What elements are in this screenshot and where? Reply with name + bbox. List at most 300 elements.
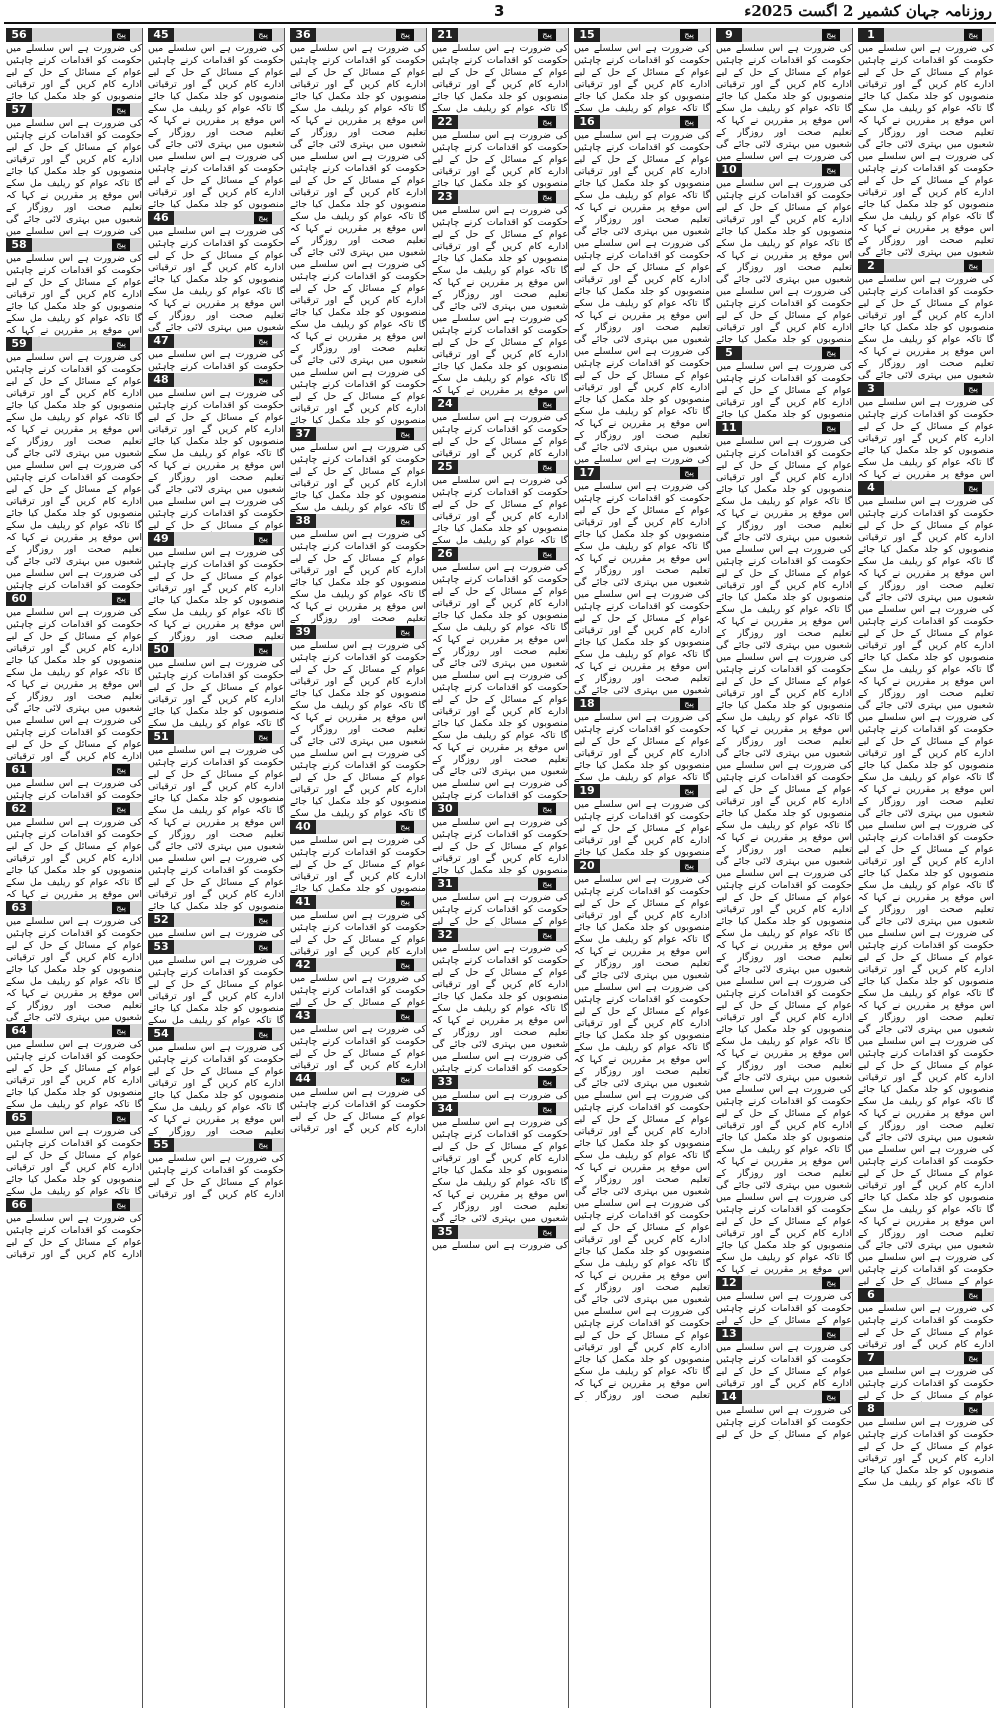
news-item-header xyxy=(432,460,568,474)
news-item xyxy=(432,397,568,460)
news-item xyxy=(148,334,284,373)
news-item-number: 52 xyxy=(148,913,174,927)
news-item-number: 59 xyxy=(6,337,32,351)
news-item-badge: پیج xyxy=(112,29,130,41)
news-item-badge: پیج xyxy=(254,212,272,224)
news-item-number: 25 xyxy=(432,460,458,474)
news-item-body: کی ضرورت ہے اس سلسلے میں xyxy=(148,928,284,939)
news-item-number: 6 xyxy=(858,1288,884,1302)
news-item-badge: پیج xyxy=(538,398,556,410)
news-item-number: 41 xyxy=(290,895,316,909)
news-item-badge: پیج xyxy=(396,428,414,440)
news-item-body: کی ضرورت ہے اس سلسلے میں حکومت کو اقدامات کرنے چاہئیں عوام کے مسائل کے حل کے لیے ادارے کام کریں گے اور ترقیاتی xyxy=(716,1342,852,1389)
news-item-header xyxy=(6,901,142,915)
news-item-header xyxy=(858,259,994,273)
news-item-header xyxy=(574,859,710,873)
news-item-number: 54 xyxy=(148,1027,174,1041)
news-item xyxy=(6,103,142,238)
news-item-header xyxy=(716,1327,852,1341)
news-item xyxy=(6,238,142,337)
news-item-number: 31 xyxy=(432,877,458,891)
news-item-number: 55 xyxy=(148,1138,174,1152)
news-item-badge: پیج xyxy=(538,1076,556,1088)
news-item-badge: پیج xyxy=(538,1226,556,1238)
news-item-badge: پیج xyxy=(112,1199,130,1211)
news-item-header xyxy=(290,958,426,972)
news-item-header xyxy=(148,1138,284,1152)
news-item-body: کی ضرورت ہے اس سلسلے میں حکومت کو اقدامات کرنے چاہئیں عوام کے مسائل کے حل کے لیے ادارے کام کریں گے اور ترقیاتی منصوبوں کو جلد مکمل کیا جائے گا تاکہ عوام کو ریلیف مل سکے xyxy=(432,475,568,546)
news-item-badge: پیج xyxy=(822,1328,840,1340)
news-item-body: کی ضرورت ہے اس سلسلے میں حکومت کو اقدامات کرنے چاہئیں عوام کے مسائل کے حل کے لیے xyxy=(716,1291,852,1326)
news-item xyxy=(6,592,142,763)
news-item-number: 44 xyxy=(290,1072,316,1086)
news-item-badge: پیج xyxy=(112,764,130,776)
news-item-header xyxy=(148,940,284,954)
news-item-number: 49 xyxy=(148,532,174,546)
news-item-badge: پیج xyxy=(254,533,272,545)
news-item xyxy=(858,1351,994,1402)
news-item-number: 34 xyxy=(432,1102,458,1116)
news-item-number: 36 xyxy=(290,28,316,42)
news-item-badge: پیج xyxy=(112,593,130,605)
news-item-body: کی ضرورت ہے اس سلسلے میں حکومت کو اقدامات کرنے چاہئیں عوام کے مسائل کے حل کے لیے ادارے کام کریں گے اور ترقیاتی منصوبوں کو جلد مکمل کیا جائے گا تاکہ عوام کو ریلیف مل سکے اس موقع پر مقررین نے کہا کہ تعلیم صحت اور روزگار کے شعبوں میں بہتری لائی جائے گی کی ضرورت ہے اس سلسلے میں حکومت کو اقدامات کرنے چاہئیں عوام کے مسائل کے حل کے لیے ادارے کام کریں گے اور ترقیاتی منصوبوں کو جلد مکمل کیا جائے گا تاکہ عوام کو ریلیف مل سکے اس موقع پر مقررین نے کہا کہ تعلیم صحت اور روزگار کے شعبوں میں بہتری لائی جائے گی کی ضرورت ہے اس سلسلے میں حکومت کو اقدامات کرنے چاہئیں عوام کے مسائل کے حل کے لیے ادارے کام کریں گے اور ترقیاتی منصوبوں کو جلد مکمل کیا جائے گا تاکہ عوام کو ریلیف مل سکے اس موقع پر مقررین نے کہا کہ تعلیم صحت اور روزگار کے شعبوں میں بہتری لائی جائے گی کی ضرورت ہے اس سلسلے میں حکومت کو اقدامات کرنے چاہئیں عوام کے مسائل کے حل کے لیے ادارے کام کریں گے اور ترقیاتی منصوبوں کو جلد مکمل کیا جائے گا تاکہ عوام کو ریلیف مل سکے اس موقع پر مقررین نے کہا کہ تعلیم صحت اور روزگار کے شعبوں میں بہتری لائی جائے گی کی ضرورت ہے اس سلسلے میں حکومت کو اقدامات کرنے چاہئیں عوام کے مسائل کے حل کے لیے ادارے کام کریں گے اور ترقیاتی منصوبوں کو جلد مکمل کیا جائے گا تاکہ عوام کو ریلیف مل سکے اس موقع پر مقررین نے کہا کہ تعلیم صحت اور روزگار کے شعبوں میں بہتری لائی جائے گی کی ضرورت ہے اس سلسلے میں حکومت کو اقدامات کرنے چاہئیں عوام کے مسائل کے حل کے لیے ادارے کام کریں گے اور ترقیاتی منصوبوں کو جلد مکمل کیا جائے گا تاکہ عوام کو ریلیف مل سکے اس موقع پر مقررین نے کہا کہ تعلیم صحت اور روزگار کے شعبوں میں بہتری لائی جائے گی کی ضرورت ہے اس سلسلے میں حکومت کو اقدامات کرنے چاہئیں عوام کے مسائل کے حل کے لیے ادارے کام کریں گے اور ترقیاتی منصوبوں کو جلد مکمل کیا جائے گا تاکہ عوام کو ریلیف مل سکے اس موقع پر مقررین نے کہا کہ تعلیم صحت اور روزگار کے شعبوں میں بہتری لائی جائے گی کی ضرورت ہے اس سلسلے میں حکومت کو اقدامات کرنے چاہئیں عوام کے مسائل کے حل کے لیے ادارے کام کریں گے اور ترقیاتی منصوبوں کو جلد مکمل کیا جائے گا تاکہ عوام کو ریلیف مل سکے اس موقع پر مقررین نے کہا کہ xyxy=(716,436,852,1275)
news-item-body: کی ضرورت ہے اس سلسلے میں حکومت کو اقدامات کرنے چاہئیں عوام کے مسائل کے حل کے لیے ادارے کام کریں گے اور ترقیاتی منصوبوں کو جلد مکمل کیا جائے گا تاکہ عوام کو ریلیف مل سکے اس موقع پر مقررین نے کہا کہ تعلیم صحت اور روزگار کے شعبوں میں بہتری لائی جائے گی کی ضرورت ہے اس سلسلے میں حکومت کو اقدامات کرنے چاہئیں عوام کے مسائل کے حل کے لیے ادارے کام کریں گے اور ترقیاتی xyxy=(6,607,142,762)
news-item xyxy=(148,1138,284,1201)
news-item-badge: پیج xyxy=(112,104,130,116)
news-item-header xyxy=(432,1075,568,1089)
news-item-number: 19 xyxy=(574,784,600,798)
news-item-number: 50 xyxy=(148,643,174,657)
news-item xyxy=(290,514,426,625)
news-item-header xyxy=(574,697,710,711)
news-item-number: 56 xyxy=(6,28,32,42)
news-item-badge: پیج xyxy=(254,644,272,656)
page-number: 3 xyxy=(494,2,505,20)
news-item-header xyxy=(432,802,568,816)
news-item-badge: پیج xyxy=(538,191,556,203)
news-item-number: 43 xyxy=(290,1009,316,1023)
news-item-number: 38 xyxy=(290,514,316,528)
news-item-body: کی ضرورت ہے اس سلسلے میں حکومت کو اقدامات کرنے چاہئیں عوام کے مسائل کے حل کے لیے ادارے کام کریں گے اور ترقیاتی منصوبوں کو جلد مکمل کیا جائے گا تاکہ عوام کو ریلیف مل سکے اس موقع پر مقررین نے کہا کہ تعلیم صحت اور روزگار کے شعبوں میں بہتری لائی جائے گی کی ضرورت ہے اس سلسلے میں حکومت کو اقدامات کرنے چاہئیں عوام کے مسائل کے حل کے لیے ادارے کام کریں گے اور ترقیاتی منصوبوں کو جلد مکمل کیا جائے گا تاکہ عوام کو ریلیف مل سکے اس موقع پر مقررین نے کہا کہ تعلیم صحت اور روزگار کے شعبوں میں بہتری لائی جائے گی xyxy=(574,481,710,696)
news-item xyxy=(148,532,284,643)
news-item-body: کی ضرورت ہے اس سلسلے میں حکومت کو اقدامات کرنے چاہئیں عوام کے مسائل کے حل کے لیے xyxy=(858,1366,994,1401)
news-item-number: 7 xyxy=(858,1351,884,1365)
news-item-header xyxy=(6,802,142,816)
news-item-badge: پیج xyxy=(538,803,556,815)
news-item-header xyxy=(432,190,568,204)
column-divider xyxy=(284,28,285,1708)
news-item-header xyxy=(432,1102,568,1116)
news-item-badge: پیج xyxy=(538,29,556,41)
news-item-body: کی ضرورت ہے اس سلسلے میں حکومت کو اقدامات کرنے چاہئیں عوام کے مسائل کے حل کے لیے ادارے کام کریں گے اور ترقیاتی منصوبوں کو جلد مکمل کیا جائے گا تاکہ عوام کو ریلیف مل سکے اس موقع پر مقررین نے کہا کہ تعلیم صحت اور روزگار کے شعبوں میں بہتری لائی جائے گی کی ضرورت ہے اس سلسلے میں حکومت کو اقدامات کرنے چاہئیں عوام کے مسائل کے حل کے لیے ادارے کام کریں گے اور ترقیاتی منصوبوں کو جلد مکمل کیا جائے گا تاکہ عوام کو ریلیف مل سکے اس موقع پر مقررین نے کہا کہ xyxy=(432,205,568,396)
news-item-number: 2 xyxy=(858,259,884,273)
news-item-body: کی ضرورت ہے اس سلسلے میں حکومت کو اقدامات کرنے چاہئیں عوام کے مسائل کے حل کے لیے ادارے کام کریں گے اور ترقیاتی xyxy=(290,910,426,957)
news-item-number: 60 xyxy=(6,592,32,606)
news-item-badge: پیج xyxy=(680,116,698,128)
news-item-number: 57 xyxy=(6,103,32,117)
news-item-body: کی ضرورت ہے اس سلسلے میں حکومت کو اقدامات کرنے چاہئیں عوام کے مسائل کے حل کے لیے ادارے کام کریں گے اور ترقیاتی xyxy=(432,412,568,459)
news-item-number: 5 xyxy=(716,346,742,360)
news-item-header xyxy=(148,373,284,387)
news-item-header xyxy=(716,1390,852,1404)
news-item xyxy=(858,1402,994,1489)
news-item-number: 47 xyxy=(148,334,174,348)
news-item xyxy=(432,460,568,547)
news-item-header xyxy=(858,1402,994,1416)
news-item-body: کی ضرورت ہے اس سلسلے میں حکومت کو اقدامات کرنے چاہئیں عوام کے مسائل کے حل کے لیے ادارے کام کریں گے اور ترقیاتی منصوبوں کو جلد مکمل کیا جائے گا تاکہ عوام کو ریلیف مل سکے اس موقع پر مقررین نے کہا کہ تعلیم صحت اور روزگار کے شعبوں میں بہتری لائی جائے گی کی ضرورت ہے اس سلسلے میں حکومت کو اقدامات کرنے چاہئیں عوام کے مسائل کے حل کے لیے ادارے کام کریں گے اور ترقیاتی منصوبوں کو جلد مکمل کیا جائے xyxy=(148,43,284,210)
news-item-badge: پیج xyxy=(396,959,414,971)
news-item-header xyxy=(574,28,710,42)
news-item-badge: پیج xyxy=(822,347,840,359)
news-item-header xyxy=(148,532,284,546)
news-item xyxy=(6,1198,142,1261)
news-column xyxy=(290,28,426,1708)
news-item-body: کی ضرورت ہے اس سلسلے میں حکومت کو اقدامات کرنے چاہئیں عوام کے مسائل کے حل کے لیے ادارے کام کریں گے اور ترقیاتی xyxy=(148,1153,284,1200)
news-item-number: 40 xyxy=(290,820,316,834)
news-item xyxy=(432,802,568,877)
news-item-header xyxy=(148,730,284,744)
news-item-badge: پیج xyxy=(964,1403,982,1415)
news-item-body: کی ضرورت ہے اس سلسلے میں حکومت کو اقدامات کرنے چاہئیں عوام کے مسائل کے حل کے لیے ادارے کام کریں گے اور ترقیاتی منصوبوں کو جلد مکمل کیا جائے گا تاکہ عوام کو ریلیف مل سکے اس موقع پر مقررین نے کہا کہ تعلیم صحت اور روزگار کے شعبوں میں بہتری لائی جائے گی کی ضرورت ہے اس سلسلے میں حکومت کو اقدامات کرنے چاہئیں xyxy=(432,943,568,1074)
news-item-number: 46 xyxy=(148,211,174,225)
news-item xyxy=(148,730,284,913)
news-item xyxy=(574,28,710,115)
news-item xyxy=(6,802,142,901)
news-item-number: 63 xyxy=(6,901,32,915)
news-item-header xyxy=(432,877,568,891)
news-item-body: کی ضرورت ہے اس سلسلے میں حکومت کو اقدامات کرنے چاہئیں عوام کے مسائل کے حل کے لیے ادارے کام کریں گے اور ترقیاتی منصوبوں کو جلد مکمل کیا جائے گا تاکہ عوام کو ریلیف مل سکے اس موقع پر مقررین نے کہا کہ تعلیم صحت اور روزگار کے شعبوں میں بہتری لائی جائے گی کی ضرورت ہے اس سلسلے میں حکومت کو اقدامات کرنے چاہئیں عوام کے مسائل کے حل کے لیے xyxy=(148,388,284,531)
news-item-badge: پیج xyxy=(396,896,414,908)
news-item-body: کی ضرورت ہے اس سلسلے میں حکومت کو اقدامات کرنے چاہئیں عوام کے مسائل کے حل کے لیے ادارے کام کریں گے اور ترقیاتی منصوبوں کو جلد مکمل کیا جائے گا تاکہ عوام کو ریلیف مل سکے اس موقع پر مقررین نے کہا کہ تعلیم صحت اور روزگار کے شعبوں میں بہتری لائی جائے گی کی ضرورت ہے اس سلسلے میں xyxy=(716,43,852,162)
news-item-badge: پیج xyxy=(254,29,272,41)
column-divider xyxy=(568,28,569,1708)
news-item-body: کی ضرورت ہے اس سلسلے میں حکومت کو اقدامات کرنے چاہئیں عوام کے مسائل کے حل کے لیے ادارے کام کریں گے اور ترقیاتی منصوبوں کو جلد مکمل کیا جائے گا تاکہ عوام کو ریلیف مل سکے اس موقع پر مقررین نے کہا کہ تعلیم صحت اور روزگار کے شعبوں میں بہتری لائی جائے گی xyxy=(858,274,994,381)
news-item xyxy=(716,28,852,163)
news-item-body: کی ضرورت ہے اس سلسلے میں حکومت کو اقدامات کرنے چاہئیں عوام کے مسائل کے حل کے لیے ادارے کام کریں گے اور ترقیاتی منصوبوں کو جلد مکمل کیا جائے گا تاکہ عوام کو ریلیف مل سکے xyxy=(148,658,284,729)
news-item-number: 23 xyxy=(432,190,458,204)
news-item-header xyxy=(6,1111,142,1125)
news-item-number: 14 xyxy=(716,1390,742,1404)
news-item-body: کی ضرورت ہے اس سلسلے میں حکومت کو اقدامات کرنے چاہئیں عوام کے مسائل کے حل کے لیے ادارے کام کریں گے اور ترقیاتی منصوبوں کو جلد مکمل کیا جائے xyxy=(432,130,568,189)
news-item xyxy=(574,697,710,784)
news-item-header xyxy=(574,115,710,129)
news-item-badge: پیج xyxy=(680,698,698,710)
news-item-body: کی ضرورت ہے اس سلسلے میں حکومت کو اقدامات کرنے چاہئیں عوام کے مسائل کے حل کے لیے ادارے کام کریں گے اور ترقیاتی منصوبوں کو جلد مکمل کیا جائے گا تاکہ عوام کو ریلیف مل سکے اس موقع پر مقررین نے کہا کہ xyxy=(6,817,142,900)
news-column xyxy=(148,28,284,1708)
news-item-body: کی ضرورت ہے اس سلسلے میں حکومت کو اقدامات کرنے چاہئیں عوام کے مسائل کے حل کے لیے ادارے کام کریں گے اور ترقیاتی منصوبوں کو جلد مکمل کیا جائے گا تاکہ عوام کو ریلیف مل سکے اس موقع پر مقررین نے کہا کہ تعلیم صحت اور روزگار کے شعبوں میں بہتری لائی جائے گی کی ضرورت ہے اس سلسلے میں حکومت کو اقدامات کرنے چاہئیں عوام کے مسائل کے حل کے لیے ادارے کام کریں گے اور ترقیاتی منصوبوں کو جلد مکمل کیا جائے گا تاکہ عوام کو ریلیف مل سکے اس موقع پر مقررین نے کہا کہ تعلیم صحت اور روزگار کے شعبوں میں بہتری لائی جائے گی کی ضرورت ہے اس سلسلے میں حکومت کو اقدامات کرنے چاہئیں عوام کے مسائل کے حل کے لیے ادارے کام کریں گے اور ترقیاتی منصوبوں کو جلد مکمل کیا جائے گا تاکہ عوام کو ریلیف مل سکے اس موقع پر مقررین نے کہا کہ تعلیم صحت اور روزگار کے شعبوں میں بہتری لائی جائے گی کی ضرورت ہے اس سلسلے میں حکومت کو اقدامات کرنے چاہئیں عوام کے مسائل کے حل کے لیے ادارے کام کریں گے اور ترقیاتی منصوبوں کو جلد مکمل کیا جائے گا تاکہ عوام کو ریلیف مل سکے اس موقع پر مقررین نے کہا کہ تعلیم صحت اور روزگار کے شعبوں میں بہتری لائی جائے گی کی ضرورت ہے اس سلسلے میں حکومت کو اقدامات کرنے چاہئیں عوام کے مسائل کے حل کے لیے ادارے کام کریں گے اور ترقیاتی منصوبوں کو جلد مکمل کیا جائے گا تاکہ عوام کو ریلیف مل سکے اس موقع پر مقررین نے کہا کہ تعلیم صحت اور روزگار کے xyxy=(574,874,710,1401)
news-item xyxy=(432,1225,568,1252)
news-item xyxy=(432,1102,568,1225)
news-item-body: کی ضرورت ہے اس سلسلے میں حکومت کو اقدامات کرنے چاہئیں عوام کے مسائل کے حل کے لیے ادارے کام کریں گے اور ترقیاتی منصوبوں کو جلد مکمل کیا جائے گا تاکہ عوام کو ریلیف مل سکے xyxy=(148,955,284,1026)
news-item-body: کی ضرورت ہے اس سلسلے میں حکومت کو اقدامات کرنے چاہئیں عوام کے مسائل کے حل کے لیے ادارے کام کریں گے اور ترقیاتی منصوبوں کو جلد مکمل کیا جائے گا تاکہ عوام کو ریلیف مل سکے xyxy=(858,1417,994,1488)
news-item-header xyxy=(290,28,426,42)
news-item-number: 51 xyxy=(148,730,174,744)
news-item-number: 4 xyxy=(858,481,884,495)
news-item-badge: پیج xyxy=(538,548,556,560)
news-item-body: کی ضرورت ہے اس سلسلے میں حکومت کو اقدامات کرنے چاہئیں xyxy=(6,778,142,801)
news-item xyxy=(148,940,284,1027)
news-item-number: 33 xyxy=(432,1075,458,1089)
news-item-body: کی ضرورت ہے اس سلسلے میں حکومت کو اقدامات کرنے چاہئیں عوام کے مسائل کے حل کے لیے ادارے کام کریں گے اور ترقیاتی منصوبوں کو جلد مکمل کیا جائے گا تاکہ عوام کو ریلیف مل سکے اس موقع پر مقررین نے کہا کہ xyxy=(858,397,994,480)
news-item xyxy=(574,784,710,859)
news-item-body: کی ضرورت ہے اس سلسلے میں حکومت کو اقدامات کرنے چاہئیں عوام کے مسائل کے حل کے لیے ادارے کام کریں گے اور ترقیاتی xyxy=(6,1213,142,1260)
news-item-body: کی ضرورت ہے اس سلسلے میں حکومت کو اقدامات کرنے چاہئیں عوام کے مسائل کے حل کے لیے ادارے کام کریں گے اور ترقیاتی منصوبوں کو جلد مکمل کیا جائے xyxy=(6,43,142,102)
header-rule xyxy=(4,22,996,24)
news-item-body: کی ضرورت ہے اس سلسلے میں حکومت کو اقدامات کرنے چاہئیں عوام کے مسائل کے حل کے لیے ادارے کام کریں گے اور ترقیاتی منصوبوں کو جلد مکمل کیا جائے گا تاکہ عوام کو ریلیف مل سکے اس موقع پر مقررین نے کہا کہ تعلیم صحت اور روزگار کے شعبوں میں بہتری لائی جائے گی کی ضرورت ہے اس سلسلے میں حکومت کو اقدامات کرنے چاہئیں عوام کے مسائل کے حل کے لیے ادارے کام کریں گے اور ترقیاتی منصوبوں کو جلد مکمل کیا جائے xyxy=(148,745,284,912)
news-item-body: کی ضرورت ہے اس سلسلے میں حکومت کو اقدامات کرنے چاہئیں عوام کے مسائل کے حل کے لیے ادارے کام کریں گے اور ترقیاتی منصوبوں کو جلد مکمل کیا جائے گا تاکہ عوام کو ریلیف مل سکے اس موقع پر مقررین نے کہا کہ تعلیم صحت اور روزگار کے xyxy=(148,547,284,642)
news-item xyxy=(432,877,568,928)
news-item-body: کی ضرورت ہے اس سلسلے میں حکومت کو اقدامات کرنے چاہئیں عوام کے مسائل کے حل کے لیے ادارے کام کریں گے اور ترقیاتی xyxy=(858,1303,994,1350)
news-item xyxy=(290,895,426,958)
news-column xyxy=(432,28,568,1708)
column-divider xyxy=(852,28,853,1708)
news-item-number: 58 xyxy=(6,238,32,252)
news-item-header xyxy=(148,913,284,927)
news-item-badge: پیج xyxy=(112,239,130,251)
news-item-header xyxy=(6,28,142,42)
news-item-body: کی ضرورت ہے اس سلسلے میں حکومت کو اقدامات کرنے چاہئیں عوام کے مسائل کے حل کے لیے ادارے کام کریں گے اور ترقیاتی منصوبوں کو جلد مکمل کیا جائے گا تاکہ عوام کو ریلیف مل سکے اس موقع پر مقررین نے کہا کہ تعلیم صحت اور روزگار کے شعبوں میں بہتری لائی جائے گی کی ضرورت ہے اس سلسلے میں حکومت کو اقدامات کرنے چاہئیں عوام کے مسائل کے حل کے لیے ادارے کام کریں گے اور ترقیاتی منصوبوں کو جلد مکمل کیا جائے گا تاکہ عوام کو ریلیف مل سکے اس موقع پر مقررین نے کہا کہ تعلیم صحت اور روزگار کے شعبوں میں بہتری لائی جائے گی کی ضرورت ہے اس سلسلے میں حکومت کو اقدامات کرنے چاہئیں xyxy=(432,562,568,801)
news-item xyxy=(6,28,142,103)
news-item-badge: پیج xyxy=(680,785,698,797)
news-item xyxy=(574,466,710,697)
news-item-body: کی ضرورت ہے اس سلسلے میں حکومت کو اقدامات کرنے چاہئیں عوام کے مسائل کے حل کے لیے ادارے کام کریں گے اور ترقیاتی منصوبوں کو جلد مکمل کیا جائے گا تاکہ عوام کو ریلیف مل سکے اس موقع پر مقررین نے کہا کہ تعلیم صحت اور روزگار کے شعبوں میں بہتری لائی جائے گی کی ضرورت ہے اس سلسلے میں حکومت کو اقدامات کرنے چاہئیں عوام کے مسائل کے حل کے لیے ادارے کام کریں گے اور ترقیاتی منصوبوں کو جلد مکمل کیا جائے گا تاکہ عوام کو ریلیف مل سکے اس موقع پر مقررین نے کہا کہ تعلیم صحت اور روزگار کے شعبوں میں بہتری لائی جائے گی کی ضرورت ہے اس سلسلے میں حکومت کو اقدامات کرنے چاہئیں عوام کے مسائل کے حل کے لیے ادارے کام کریں گے اور ترقیاتی منصوبوں کو جلد مکمل کیا جائے گا تاکہ عوام کو ریلیف مل سکے اس موقع پر مقررین نے کہا کہ تعلیم صحت اور روزگار کے شعبوں میں بہتری لائی جائے گی کی ضرورت ہے اس سلسلے میں حکومت کو اقدامات کرنے چاہئیں عوام کے مسائل کے حل کے لیے ادارے کام کریں گے اور ترقیاتی منصوبوں کو جلد مکمل کیا جائے xyxy=(290,43,426,426)
news-item-badge: پیج xyxy=(112,1112,130,1124)
news-item xyxy=(6,763,142,802)
news-item-header xyxy=(290,820,426,834)
news-item-badge: پیج xyxy=(112,1025,130,1037)
news-item xyxy=(432,547,568,802)
news-item-header xyxy=(6,238,142,252)
news-item-body: کی ضرورت ہے اس سلسلے میں حکومت کو اقدامات کرنے چاہئیں عوام کے مسائل کے حل کے لیے ادارے کام کریں گے اور ترقیاتی xyxy=(290,1024,426,1071)
news-item-badge: پیج xyxy=(964,29,982,41)
news-item xyxy=(858,28,994,259)
news-item-body: کی ضرورت ہے اس سلسلے میں حکومت کو اقدامات کرنے چاہئیں عوام کے مسائل کے حل کے لیے ادارے کام کریں گے اور ترقیاتی منصوبوں کو جلد مکمل کیا جائے گا تاکہ عوام کو ریلیف مل سکے اس موقع پر مقررین نے کہا کہ تعلیم صحت اور روزگار کے شعبوں میں بہتری لائی جائے گی کی ضرورت ہے اس سلسلے میں حکومت کو اقدامات کرنے چاہئیں عوام کے مسائل کے حل کے لیے ادارے کام کریں گے اور ترقیاتی منصوبوں کو جلد مکمل کیا جائے گا تاکہ عوام کو ریلیف مل سکے اس موقع پر مقررین نے کہا کہ تعلیم صحت اور روزگار کے شعبوں میں بہتری لائی جائے گی کی ضرورت ہے اس سلسلے میں حکومت کو اقدامات کرنے چاہئیں عوام کے مسائل کے حل کے لیے ادارے کام کریں گے اور ترقیاتی منصوبوں کو جلد مکمل کیا جائے گا تاکہ عوام کو ریلیف مل سکے اس موقع پر مقررین نے کہا کہ تعلیم صحت اور روزگار کے شعبوں میں بہتری لائی جائے گی کی ضرورت ہے اس سلسلے میں حکومت کو اقدامات کرنے چاہئیں عوام کے مسائل کے حل کے لیے ادارے کام کریں گے اور ترقیاتی منصوبوں کو جلد مکمل کیا جائے گا تاکہ عوام کو ریلیف مل سکے اس موقع پر مقررین نے کہا کہ تعلیم صحت اور روزگار کے شعبوں میں بہتری لائی جائے گی کی ضرورت ہے اس سلسلے میں حکومت کو اقدامات کرنے چاہئیں عوام کے مسائل کے حل کے لیے ادارے کام کریں گے اور ترقیاتی منصوبوں کو جلد مکمل کیا جائے گا تاکہ عوام کو ریلیف مل سکے اس موقع پر مقررین نے کہا کہ تعلیم صحت اور روزگار کے شعبوں میں بہتری لائی جائے گی کی ضرورت ہے اس سلسلے میں حکومت کو اقدامات کرنے چاہئیں عوام کے مسائل کے حل کے لیے ادارے کام کریں گے اور ترقیاتی منصوبوں کو جلد مکمل کیا جائے گا تاکہ عوام کو ریلیف مل سکے اس موقع پر مقررین نے کہا کہ تعلیم صحت اور روزگار کے شعبوں میں بہتری لائی جائے گی کی ضرورت ہے اس سلسلے میں حکومت کو اقدامات کرنے چاہئیں عوام کے مسائل کے حل کے لیے ادارے کام کریں گے اور ترقیاتی منصوبوں کو جلد مکمل کیا جائے گا تاکہ عوام کو ریلیف مل سکے اس موقع پر مقررین نے کہا کہ تعلیم صحت اور روزگار کے شعبوں میں بہتری لائی جائے گی کی ضرورت ہے اس سلسلے میں حکومت کو اقدامات کرنے چاہئیں عوام کے مسائل کے حل کے لیے xyxy=(858,496,994,1287)
news-item-badge: پیج xyxy=(112,338,130,350)
news-item-badge: پیج xyxy=(254,731,272,743)
news-item xyxy=(290,958,426,1009)
news-item-body: کی ضرورت ہے اس سلسلے میں حکومت کو اقدامات کرنے چاہئیں عوام کے مسائل کے حل کے لیے xyxy=(716,1405,852,1440)
news-item-badge: پیج xyxy=(254,335,272,347)
news-item-body: کی ضرورت ہے اس سلسلے میں حکومت کو اقدامات کرنے چاہئیں عوام کے مسائل کے حل کے لیے ادارے کام کریں گے اور ترقیاتی منصوبوں کو جلد مکمل کیا جائے xyxy=(716,361,852,420)
page-header xyxy=(0,0,1000,22)
news-item-header xyxy=(858,28,994,42)
news-item-body: کی ضرورت ہے اس سلسلے میں حکومت کو اقدامات کرنے چاہئیں عوام کے مسائل کے حل کے لیے ادارے کام کریں گے اور ترقیاتی منصوبوں کو جلد مکمل کیا جائے گا تاکہ عوام کو ریلیف مل سکے xyxy=(6,1039,142,1110)
news-item-header xyxy=(290,514,426,528)
news-item-body: کی ضرورت ہے اس سلسلے میں حکومت کو اقدامات کرنے چاہئیں عوام کے مسائل کے حل کے لیے ادارے کام کریں گے اور ترقیاتی منصوبوں کو جلد مکمل کیا جائے گا تاکہ عوام کو ریلیف مل سکے xyxy=(6,1126,142,1197)
news-item-badge: پیج xyxy=(254,1028,272,1040)
news-item-badge: پیج xyxy=(964,482,982,494)
news-item-header xyxy=(716,346,852,360)
news-item xyxy=(716,1327,852,1390)
masthead: روزنامہ جہان کشمیر 2 اگست 2025ء xyxy=(744,2,992,20)
news-item xyxy=(6,1024,142,1111)
news-item xyxy=(716,163,852,346)
news-item-number: 62 xyxy=(6,802,32,816)
news-item-badge: پیج xyxy=(396,515,414,527)
news-item xyxy=(148,643,284,730)
news-item-badge: پیج xyxy=(680,467,698,479)
news-item xyxy=(858,382,994,481)
news-item-badge: پیج xyxy=(822,29,840,41)
news-item-badge: پیج xyxy=(396,821,414,833)
news-item-body: کی ضرورت ہے اس سلسلے میں حکومت کو اقدامات کرنے چاہئیں عوام کے مسائل کے حل کے لیے ادارے کام کریں گے اور ترقیاتی منصوبوں کو جلد مکمل کیا جائے گا تاکہ عوام کو ریلیف مل سکے اس موقع پر مقررین نے کہا کہ تعلیم صحت اور روزگار کے شعبوں میں بہتری لائی جائے گی کی ضرورت ہے اس سلسلے میں حکومت کو اقدامات کرنے چاہئیں عوام کے مسائل کے حل کے لیے ادارے کام کریں گے اور ترقیاتی منصوبوں کو جلد مکمل کیا جائے گا تاکہ عوام کو ریلیف مل سکے xyxy=(290,640,426,819)
news-item-body: کی ضرورت ہے اس سلسلے میں حکومت کو اقدامات کرنے چاہئیں عوام کے مسائل کے حل کے لیے ادارے کام کریں گے اور ترقیاتی منصوبوں کو جلد مکمل کیا جائے گا تاکہ عوام کو ریلیف مل سکے xyxy=(574,712,710,783)
news-item-number: 30 xyxy=(432,802,458,816)
news-item-badge: پیج xyxy=(822,1277,840,1289)
news-item xyxy=(6,901,142,1024)
news-item xyxy=(858,1288,994,1351)
news-item-header xyxy=(290,1072,426,1086)
news-item xyxy=(148,1027,284,1138)
news-item xyxy=(574,859,710,1402)
news-column xyxy=(858,28,994,1708)
news-item xyxy=(574,115,710,466)
news-item-header xyxy=(858,481,994,495)
news-item-header xyxy=(148,1027,284,1041)
news-item xyxy=(290,1072,426,1135)
news-item-number: 21 xyxy=(432,28,458,42)
news-item-header xyxy=(432,397,568,411)
news-item-badge: پیج xyxy=(538,878,556,890)
news-item-header xyxy=(290,625,426,639)
news-item-body: کی ضرورت ہے اس سلسلے میں حکومت کو اقدامات کرنے چاہئیں عوام کے مسائل کے حل کے لیے ادارے کام کریں گے اور ترقیاتی منصوبوں کو جلد مکمل کیا جائے گا تاکہ عوام کو ریلیف مل سکے اس موقع پر مقررین نے کہا کہ تعلیم صحت اور روزگار کے شعبوں میں بہتری لائی جائے گی کی ضرورت ہے اس سلسلے میں حکومت کو اقدامات کرنے چاہئیں عوام کے مسائل کے حل کے لیے ادارے کام کریں گے اور ترقیاتی منصوبوں کو جلد مکمل کیا جائے گا تاکہ عوام کو ریلیف مل سکے اس موقع پر مقررین نے کہا کہ تعلیم صحت اور روزگار کے شعبوں میں بہتری لائی جائے گی xyxy=(858,43,994,258)
news-item-header xyxy=(858,382,994,396)
news-item-number: 42 xyxy=(290,958,316,972)
news-item xyxy=(432,190,568,397)
news-item-number: 11 xyxy=(716,421,742,435)
news-item-number: 12 xyxy=(716,1276,742,1290)
news-item-number: 32 xyxy=(432,928,458,942)
news-item-number: 9 xyxy=(716,28,742,42)
news-column xyxy=(6,28,142,1708)
news-item-header xyxy=(290,895,426,909)
news-item-header xyxy=(716,163,852,177)
news-item-badge: پیج xyxy=(680,29,698,41)
news-item-header xyxy=(290,427,426,441)
news-item-header xyxy=(858,1288,994,1302)
news-item-header xyxy=(432,28,568,42)
news-item-badge: پیج xyxy=(964,383,982,395)
news-item-body: کی ضرورت ہے اس سلسلے میں حکومت کو اقدامات کرنے چاہئیں عوام کے مسائل کے حل کے لیے ادارے کام کریں گے اور ترقیاتی منصوبوں کو جلد مکمل کیا جائے گا تاکہ عوام کو ریلیف مل سکے اس موقع پر مقررین نے کہا کہ تعلیم صحت اور روزگار کے شعبوں میں بہتری لائی جائے گی کی ضرورت ہے اس سلسلے میں حکومت کو اقدامات کرنے چاہئیں عوام کے مسائل کے حل کے لیے ادارے کام کریں گے اور ترقیاتی منصوبوں کو جلد مکمل کیا جائے گا تاکہ عوام کو ریلیف مل سکے اس موقع پر مقررین نے کہا کہ تعلیم صحت اور روزگار کے شعبوں میں بہتری لائی جائے گی کی ضرورت ہے اس سلسلے میں حکومت کو اقدامات کرنے چاہئیں عوام کے مسائل کے حل کے لیے ادارے کام کریں گے اور ترقیاتی منصوبوں کو جلد مکمل کیا جائے گا تاکہ عوام کو ریلیف مل سکے اس موقع پر مقررین نے کہا کہ تعلیم صحت اور روزگار کے شعبوں میں بہتری لائی جائے گی کی ضرورت ہے اس سلسلے میں xyxy=(574,130,710,465)
news-item xyxy=(290,427,426,514)
news-item-number: 22 xyxy=(432,115,458,129)
news-item-header xyxy=(148,211,284,225)
news-item xyxy=(716,1390,852,1441)
news-item-badge: پیج xyxy=(964,1289,982,1301)
news-item xyxy=(858,481,994,1288)
news-item-number: 18 xyxy=(574,697,600,711)
news-item-badge: پیج xyxy=(112,902,130,914)
news-item-badge: پیج xyxy=(254,941,272,953)
news-item-badge: پیج xyxy=(396,1010,414,1022)
news-item-header xyxy=(148,643,284,657)
news-item-badge: پیج xyxy=(112,803,130,815)
news-item xyxy=(432,115,568,190)
news-item-body: کی ضرورت ہے اس سلسلے میں حکومت کو اقدامات کرنے چاہئیں عوام کے مسائل کے حل کے لیے xyxy=(290,973,426,1008)
news-item-badge: پیج xyxy=(822,1391,840,1403)
news-item-badge: پیج xyxy=(822,422,840,434)
news-item-body: کی ضرورت ہے اس سلسلے میں حکومت کو اقدامات کرنے چاہئیں xyxy=(148,349,284,372)
column-divider xyxy=(142,28,143,1708)
news-item-header xyxy=(6,1024,142,1038)
news-item-badge: پیج xyxy=(254,1139,272,1151)
news-item xyxy=(716,421,852,1276)
news-item xyxy=(6,1111,142,1198)
news-item-badge: پیج xyxy=(680,860,698,872)
news-item-body: کی ضرورت ہے اس سلسلے میں حکومت کو اقدامات کرنے چاہئیں عوام کے مسائل کے حل کے لیے ادارے کام کریں گے اور ترقیاتی منصوبوں کو جلد مکمل کیا جائے گا تاکہ عوام کو ریلیف مل سکے اس موقع پر مقررین نے کہا کہ تعلیم صحت اور روزگار کے شعبوں میں بہتری لائی جائے گی کی ضرورت ہے اس سلسلے میں حکومت کو اقدامات کرنے چاہئیں عوام کے مسائل کے حل کے لیے ادارے کام کریں گے اور ترقیاتی منصوبوں کو جلد مکمل کیا جائے گا تاکہ عوام کو ریلیف مل سکے اس موقع پر مقررین نے کہا کہ تعلیم صحت اور روزگار کے شعبوں میں بہتری لائی جائے گی کی ضرورت ہے اس سلسلے میں حکومت کو اقدامات کرنے چاہئیں xyxy=(6,352,142,591)
news-item-number: 37 xyxy=(290,427,316,441)
news-item-header xyxy=(574,784,710,798)
news-item-header xyxy=(716,1276,852,1290)
news-item-badge: پیج xyxy=(964,1352,982,1364)
news-item-body: کی ضرورت ہے اس سلسلے میں حکومت کو اقدامات کرنے چاہئیں عوام کے مسائل کے حل کے لیے ادارے کام کریں گے اور ترقیاتی منصوبوں کو جلد مکمل کیا جائے گا تاکہ عوام کو ریلیف مل سکے اس موقع پر مقررین نے کہا کہ تعلیم صحت اور روزگار کے شعبوں میں بہتری لائی جائے گی xyxy=(6,916,142,1023)
news-item-header xyxy=(716,28,852,42)
news-item-header xyxy=(432,1225,568,1239)
news-item-header xyxy=(6,592,142,606)
news-item xyxy=(716,346,852,421)
news-item-header xyxy=(6,103,142,117)
news-item-number: 16 xyxy=(574,115,600,129)
news-item-number: 35 xyxy=(432,1225,458,1239)
news-item xyxy=(716,1276,852,1327)
news-column xyxy=(716,28,852,1708)
column-divider xyxy=(710,28,711,1708)
news-item-number: 24 xyxy=(432,397,458,411)
news-item xyxy=(432,1075,568,1102)
news-item-body: کی ضرورت ہے اس سلسلے میں حکومت کو اقدامات کرنے چاہئیں عوام کے مسائل کے حل کے لیے ادارے کام کریں گے اور ترقیاتی منصوبوں کو جلد مکمل کیا جائے گا تاکہ عوام کو ریلیف مل سکے اس موقع پر مقررین نے کہا کہ تعلیم صحت اور روزگار کے شعبوں میں بہتری لائی جائے گی کی ضرورت ہے اس سلسلے میں xyxy=(6,118,142,237)
news-item-body: کی ضرورت ہے اس سلسلے میں حکومت کو اقدامات کرنے چاہئیں عوام کے مسائل کے حل کے لیے ادارے کام کریں گے اور ترقیاتی منصوبوں کو جلد مکمل کیا جائے xyxy=(574,799,710,858)
news-item-header xyxy=(6,763,142,777)
news-item-number: 64 xyxy=(6,1024,32,1038)
news-item-number: 61 xyxy=(6,763,32,777)
news-item xyxy=(148,211,284,334)
news-item-number: 3 xyxy=(858,382,884,396)
news-item xyxy=(290,625,426,820)
news-item-number: 39 xyxy=(290,625,316,639)
news-item-header xyxy=(148,28,284,42)
news-item-body: کی ضرورت ہے اس سلسلے میں حکومت کو اقدامات کرنے چاہئیں عوام کے مسائل کے حل کے لیے ادارے کام کریں گے اور ترقیاتی منصوبوں کو جلد مکمل کیا جائے گا تاکہ عوام کو ریلیف مل سکے اس موقع پر مقررین نے کہا کہ تعلیم صحت اور روزگار کے xyxy=(148,1042,284,1137)
news-item-body: کی ضرورت ہے اس سلسلے میں حکومت کو اقدامات کرنے چاہئیں عوام کے مسائل کے حل کے لیے ادارے کام کریں گے اور ترقیاتی منصوبوں کو جلد مکمل کیا جائے xyxy=(290,835,426,894)
news-item-body: کی ضرورت ہے اس سلسلے میں حکومت کو اقدامات کرنے چاہئیں عوام کے مسائل کے حل کے لیے xyxy=(432,892,568,927)
news-item-header xyxy=(574,466,710,480)
news-item xyxy=(432,28,568,115)
news-item-body: کی ضرورت ہے اس سلسلے میں xyxy=(432,1240,568,1251)
news-item-badge: پیج xyxy=(538,929,556,941)
news-item xyxy=(858,259,994,382)
news-item-body: کی ضرورت ہے اس سلسلے میں حکومت کو اقدامات کرنے چاہئیں عوام کے مسائل کے حل کے لیے ادارے کام کریں گے اور ترقیاتی منصوبوں کو جلد مکمل کیا جائے گا تاکہ عوام کو ریلیف مل سکے اس موقع پر مقررین نے کہا کہ تعلیم صحت اور روزگار کے xyxy=(290,529,426,624)
news-item xyxy=(148,373,284,532)
news-item-number: 45 xyxy=(148,28,174,42)
news-item-badge: پیج xyxy=(964,260,982,272)
news-item-number: 48 xyxy=(148,373,174,387)
news-item-header xyxy=(858,1351,994,1365)
news-item-number: 10 xyxy=(716,163,742,177)
news-item-number: 53 xyxy=(148,940,174,954)
news-item-body: کی ضرورت ہے اس سلسلے میں حکومت کو اقدامات کرنے چاہئیں عوام کے مسائل کے حل کے لیے ادارے کام کریں گے اور ترقیاتی منصوبوں کو جلد مکمل کیا جائے گا تاکہ عوام کو ریلیف مل سکے xyxy=(574,43,710,114)
news-item-number: 1 xyxy=(858,28,884,42)
news-item xyxy=(6,337,142,592)
news-item-badge: پیج xyxy=(538,461,556,473)
news-item-header xyxy=(716,421,852,435)
news-item-header xyxy=(432,115,568,129)
news-item-body: کی ضرورت ہے اس سلسلے میں حکومت کو اقدامات کرنے چاہئیں عوام کے مسائل کے حل کے لیے ادارے کام کریں گے اور ترقیاتی منصوبوں کو جلد مکمل کیا جائے گا تاکہ عوام کو ریلیف مل سکے اس موقع پر مقررین نے کہا کہ تعلیم صحت اور روزگار کے شعبوں میں بہتری لائی جائے گی کی ضرورت ہے اس سلسلے میں حکومت کو اقدامات کرنے چاہئیں عوام کے مسائل کے حل کے لیے ادارے کام کریں گے اور ترقیاتی منصوبوں کو جلد مکمل کیا جائے xyxy=(716,178,852,345)
news-item-header xyxy=(432,547,568,561)
news-item-number: 17 xyxy=(574,466,600,480)
news-item xyxy=(148,913,284,940)
column-divider xyxy=(426,28,427,1708)
news-item-body: کی ضرورت ہے اس سلسلے میں حکومت کو اقدامات کرنے چاہئیں عوام کے مسائل کے حل کے لیے ادارے کام کریں گے اور ترقیاتی منصوبوں کو جلد مکمل کیا جائے گا تاکہ عوام کو ریلیف مل سکے اس موقع پر مقررین نے کہا کہ تعلیم صحت اور روزگار کے شعبوں میں بہتری لائی جائے گی xyxy=(432,1117,568,1224)
news-column xyxy=(574,28,710,1708)
